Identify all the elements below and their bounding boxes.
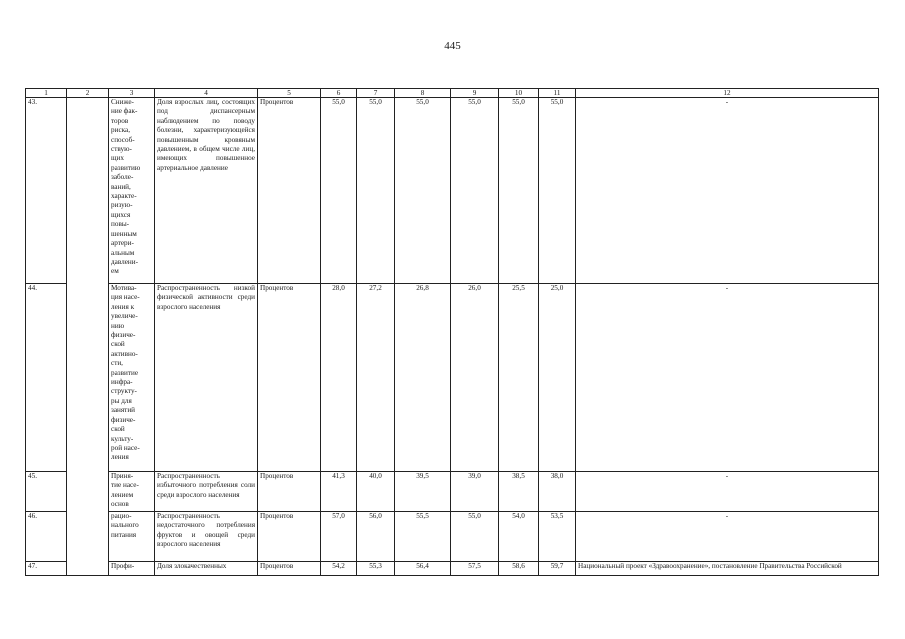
task-line: инфра- [111, 378, 133, 387]
column-number: 10 [499, 89, 539, 98]
value-cell: 25,5 [499, 284, 539, 472]
column-number: 8 [395, 89, 451, 98]
column-number-row [26, 89, 879, 98]
value-cell: 38,0 [539, 472, 576, 512]
column-number: 5 [258, 89, 321, 98]
task-line: ствую- [111, 145, 132, 154]
column-number: 7 [357, 89, 395, 98]
task-line: активно- [111, 349, 138, 358]
value-cell: 55,5 [395, 512, 451, 562]
task-line: ем [111, 267, 119, 276]
task-line: рой насе- [111, 443, 140, 452]
note-cell: - [576, 98, 879, 284]
indicator-name: Распространенность недостаточного потребления фруктов и овощей среди взрослого населения [155, 512, 258, 562]
task-line: питания [111, 530, 137, 539]
value-cell: 54,2 [321, 562, 357, 576]
value-cell: 56,0 [357, 512, 395, 562]
page-number: 445 [444, 40, 461, 52]
task-cell [109, 284, 155, 472]
task-line: сти, [111, 359, 123, 368]
task-line: ской [111, 340, 125, 349]
value-cell: 59,7 [539, 562, 576, 576]
row-number: 44. [26, 284, 67, 472]
value-cell: 53,5 [539, 512, 576, 562]
column-number: 6 [321, 89, 357, 98]
table-row [26, 472, 879, 512]
task-line: физиче- [111, 331, 136, 340]
task-line: лением [111, 490, 134, 499]
row-number: 47. [26, 562, 67, 576]
value-cell: 25,0 [539, 284, 576, 472]
unit-cell: Процентов [258, 284, 321, 472]
task-cell [109, 472, 155, 512]
task-line: культу- [111, 434, 134, 443]
row-number: 45. [26, 472, 67, 512]
task-cell [109, 98, 155, 284]
task-line: ления к [111, 302, 135, 311]
value-cell: 55,0 [321, 98, 357, 284]
table-row [26, 284, 879, 472]
task-line: ние фак- [111, 107, 138, 116]
indicator-name: Распространенность избыточного потребления соли среди взрослого населения [155, 472, 258, 512]
task-line: Сниже- [111, 98, 134, 106]
value-cell: 39,0 [451, 472, 499, 512]
note-cell: - [576, 284, 879, 472]
value-cell: 55,0 [539, 98, 576, 284]
column-number: 12 [576, 89, 879, 98]
value-cell: 56,4 [395, 562, 451, 576]
task-line: ской [111, 425, 125, 434]
task-line: способ- [111, 135, 135, 144]
task-line: рацио- [111, 512, 132, 520]
value-cell: 57,5 [451, 562, 499, 576]
value-cell: 58,6 [499, 562, 539, 576]
task-line: Мотива- [111, 284, 137, 292]
unit-cell: Процентов [258, 472, 321, 512]
unit-cell: Процентов [258, 98, 321, 284]
task-line: Профи- [111, 562, 135, 570]
task-line: основ [111, 500, 129, 509]
value-cell: 55,0 [451, 98, 499, 284]
task-line: увеличе- [111, 312, 138, 321]
task-line: занятий [111, 406, 136, 415]
task-line: торов [111, 116, 129, 125]
value-cell: 40,0 [357, 472, 395, 512]
column-number: 1 [26, 89, 67, 98]
indicator-name: Доля злокачественных [155, 562, 258, 576]
value-cell: 55,0 [357, 98, 395, 284]
task-line: давлени- [111, 257, 139, 266]
task-line: развитие [111, 368, 139, 377]
unit-cell: Процентов [258, 562, 321, 576]
task-line: структу- [111, 387, 137, 396]
task-line: ция насе- [111, 293, 140, 302]
task-line: ры для [111, 396, 132, 405]
task-line: риска, [111, 126, 131, 135]
value-cell: 57,0 [321, 512, 357, 562]
task-line: ризую- [111, 201, 133, 210]
task-line: характе- [111, 192, 137, 201]
task-line: Приня- [111, 472, 134, 480]
task-line: альным [111, 248, 135, 257]
value-cell: 28,0 [321, 284, 357, 472]
table-row [26, 98, 879, 284]
note-cell: Национальный проект «Здравоохранение», постановление Правительства Российской [576, 562, 879, 576]
task-cell [109, 562, 155, 576]
note-cell: - [576, 512, 879, 562]
task-line: тие насе- [111, 481, 139, 490]
column-number: 9 [451, 89, 499, 98]
column-number: 3 [109, 89, 155, 98]
value-cell: 55,0 [499, 98, 539, 284]
value-cell: 39,5 [395, 472, 451, 512]
task-line: щихся [111, 210, 131, 219]
column-number: 4 [155, 89, 258, 98]
task-line: нию [111, 321, 125, 330]
value-cell: 55,0 [395, 98, 451, 284]
value-cell: 26,0 [451, 284, 499, 472]
task-line: заболе- [111, 173, 134, 182]
task-line: развитию [111, 163, 141, 172]
unit-cell: Процентов [258, 512, 321, 562]
row-number: 43. [26, 98, 67, 284]
table-row [26, 512, 879, 562]
task-line: физиче- [111, 415, 136, 424]
column-number: 2 [67, 89, 109, 98]
table-row [26, 562, 879, 576]
task-line: нального [111, 521, 139, 530]
empty-column-2 [67, 98, 109, 576]
task-cell [109, 512, 155, 562]
value-cell: 26,8 [395, 284, 451, 472]
note-cell: - [576, 472, 879, 512]
task-line: ления [111, 453, 129, 462]
task-line: ваний, [111, 182, 131, 191]
value-cell: 55,0 [451, 512, 499, 562]
indicator-name: Распространенность низкой физической активности среди взрослого населения [155, 284, 258, 472]
task-line: шенным [111, 229, 137, 238]
indicators-table [25, 88, 879, 576]
task-line: щих [111, 154, 124, 163]
row-number: 46. [26, 512, 67, 562]
task-line: артери- [111, 239, 134, 248]
task-line: повы- [111, 220, 130, 229]
value-cell: 38,5 [499, 472, 539, 512]
column-number: 11 [539, 89, 576, 98]
value-cell: 54,0 [499, 512, 539, 562]
value-cell: 41,3 [321, 472, 357, 512]
value-cell: 55,3 [357, 562, 395, 576]
indicator-name: Доля взрослых лиц, состоящих под диспансерным наблюдением по поводу болезни, характеризующейся повышенным кровяным давлением, в общем числе лиц, имеющих повышенное артериальное давление [155, 98, 258, 284]
value-cell: 27,2 [357, 284, 395, 472]
